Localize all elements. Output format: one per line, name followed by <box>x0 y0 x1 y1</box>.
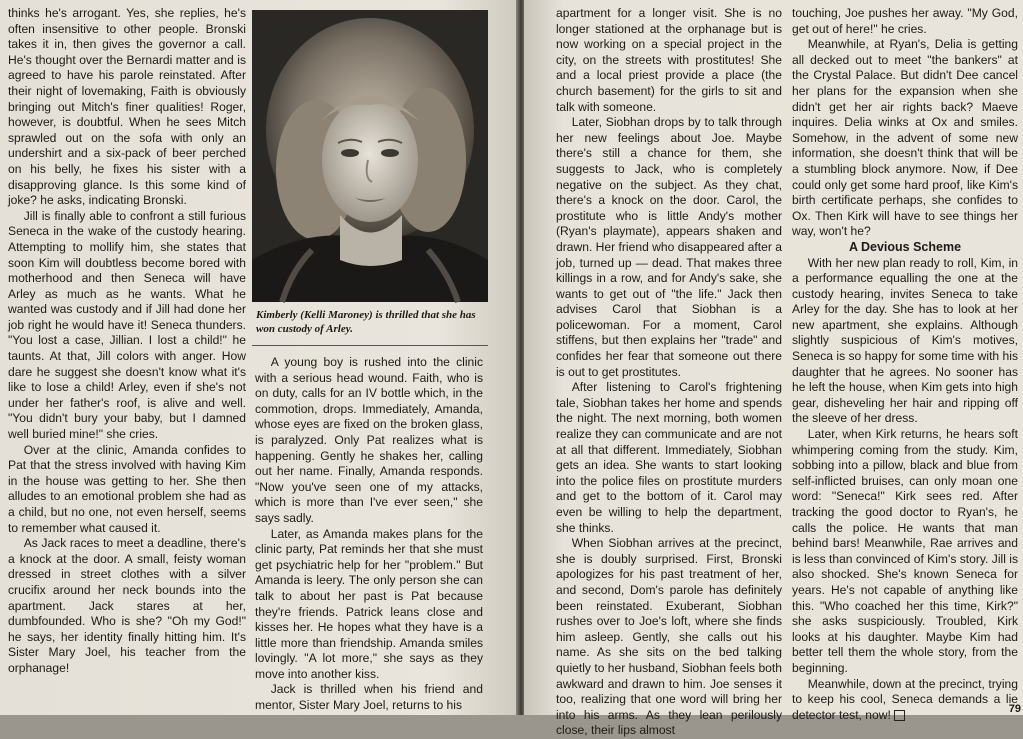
paragraph: thinks he's arrogant. Yes, she replies, he's often insensitive to other people. Bronski takes it in, then gives the governor a call. He's thought over the Bernardi matter and is agreed to have his parole reinstated. After their night of lovemaking, Faith is obviously bringing out Mitch's finer qualities! Roger, however, is doubtful. When he sees Mitch sprawled out on the sofa with only an undershirt and a six-pack of beer perched on his belly, he fixes his sister with a disapproving glance. Is this some kind of joke? he asks, indicating Bronski. <box>8 6 246 208</box>
article-column-1 <box>8 6 246 715</box>
paragraph: With her new plan ready to roll, Kim, in a performance equalling the one at the custody hearing, invites Seneca to take Arley for the day. She has to look at her new apartment, she explains. Although slightly suspicious of Kim's motives, Seneca is so happy for some time with his daughter that he agrees. No sooner has he left the house, when Kim gets into high gear, disheveling her hair and ripping off the sleeve of her dress. <box>792 255 1018 426</box>
article-column-3 <box>556 6 782 738</box>
paragraph: touching, Joe pushes her away. "My God, get out of here!" he cries. <box>792 6 1018 36</box>
paragraph: When Siobhan arrives at the precinct, she is doubly surprised. First, Bronski apologizes for his past treatment of her, and second, Dom's parole has definitely been reinstated. Exuberant, Siobhan rushes over to Joe's loft, where she finds him asleep. Gently, she calls out his name. As she sits on the bed talking quietly to her husband, Siobhan feels both awkward and drawn to him. Joe senses it too, realizing that one word will bring her into his arms. As they lean perilously close, their lips almost <box>556 536 782 738</box>
paragraph: After listening to Carol's frightening tale, Siobhan takes her home and spends the night. The next morning, both women realize they can communicate and are not at all that different. Immediately, Siobhan gets an idea. She wants to start looking into the police files on prostitute murders and get to the bottom of it. Carol may even be willing to help the department, she thinks. <box>556 380 782 535</box>
paragraph: Later, when Kirk returns, he hears soft whimpering coming from the study. Kim, sobbing into a pillow, black and blue from self-inflicted bruises, can only moan one word: "Seneca!" Kirk sees red. After tracking the good doctor to Ryan's, he calls the police. He wants that man behind bars! Meanwhile, Rae arrives and is less than convinced of Kim's story. Jill is also shocked. She's known Seneca for years. He's not capable of anything like this. "Who coached her this time, Kirk?" she asks suspiciously. Troubled, Kirk looks at his daughter. Maybe Kim had better tell them the whole story, from the beginning. <box>792 427 1018 675</box>
right-page <box>524 0 1023 738</box>
end-mark-icon <box>894 710 905 721</box>
page-number: 79 <box>1008 703 1021 715</box>
section-subheading: A Devious Scheme <box>848 239 962 254</box>
portrait-photo <box>252 10 488 302</box>
article-column-4 <box>792 6 1018 722</box>
article-column-2 <box>255 355 483 715</box>
paragraph: Over at the clinic, Amanda confides to Pat that the stress involved with having Kim in the house was getting to her. She then alludes to an emotional problem she had as a child, but no one, not even herself, seems to remember what caused it. <box>8 442 246 535</box>
paragraph-final <box>792 677 1018 724</box>
paragraph: A young boy is rushed into the clinic with a serious head wound. Faith, who is on duty, calls for an IV bottle which, in the commotion, drops. Immediately, Amanda, whose eyes are fixed on the broken glass, is paralyzed. Only Pat realizes what is happening. Gently he shakes her, calling out her name. Finally, Amanda responds. "Now you've seen one of my attacks, which is more than I've ever seen," she says sadly. <box>255 355 483 525</box>
paragraph: Meanwhile, at Ryan's, Delia is getting all decked out to meet "the bankers" at the Crystal Palace. But didn't Dee cancel her plans for the expansion when she didn't get her air rights back? Maeve inquires. Delia winks at Ox and smiles. Somehow, in the advent of some new information, she doesn't think that will be a stumbling block anymore. Now, if Dee could only get some hard proof, like Kim's birth certificate perhaps, she confides to Ox. Then Kirk will have to see things her way, won't he? <box>792 37 1018 239</box>
paragraph: Later, as Amanda makes plans for the clinic party, Pat reminds her that she must get psychiatric help for her "problem." But Amanda is leery. The only person she can talk to about her past is Pat because they're friends. Patrick leans close and kisses her. He hopes what they have is a little more than friendship. Amanda smiles lovingly. "A lot more," she says as they move into another kiss. <box>255 526 483 681</box>
paragraph: Jack is thrilled when his friend and mentor, Sister Mary Joel, returns to his <box>255 682 483 713</box>
paragraph: Jill is finally able to confront a still furious Seneca in the wake of the custody hearing. Attempting to mollify him, she states that soon Kim will doubtless become bored with motherhood and then Seneca will have Arley as much as he wants. What he wanted was custody and if Jill had done her job right he would have it! Seneca thunders. "You lost a case, Jillian. I lost a child!" he taunts. At that, Jill colors with anger. How dare he suggest she doesn't know what it's like to lose a child! Arley, even if she's not under her father's roof, is alive and well. "You didn't bury your baby, but I damned well buried mine!" she cries. <box>8 208 246 442</box>
paragraph: Later, Siobhan drops by to talk through her new feelings about Joe. Maybe there's still a chance for them, she suggests to Jack, who is completely negative on the subject. As they chat, there's a knock on the door. Carol, the prostitute who is little Andy's mother (Ryan's playmate), appears shaken and drawn. Her friend who disappeared after a job, turned up — dead. That makes three killings in a row, and for Andy's sake, she wants to get out of "the life." Jack then advises Carol that Siobhan is a policewoman. For a moment, Carol stiffens, but then explains her "trade" and confides her fear that someone out there is out to get prostitutes. <box>556 115 782 379</box>
paragraph: apartment for a longer visit. She is no longer stationed at the orphanage but is now working on a special project in the city, on the streets with prostitutes! She and a local priest provide a place (the church basement) for the girls to sit and talk with someone. <box>556 6 782 114</box>
photo-caption: Kimberly (Kelli Maroney) is thrilled that she has won custody of Arley. <box>252 302 488 346</box>
portrait-illustration <box>252 10 488 302</box>
left-page <box>0 0 518 715</box>
paragraph-final-text: Meanwhile, down at the precinct, trying to keep his cool, Seneca demands a lie detector test, now! <box>792 676 1018 722</box>
paragraph: As Jack races to meet a deadline, there's a knock at the door. A small, feisty woman dressed in street clothes with a silver crucifix around her neck bounds into the apartment. Jack stares at her, dumbfounded. Who is she? "Oh my God!" he says, her identity finally hitting him. It's Sister Mary Joel, his teacher from the orphanage! <box>8 536 246 675</box>
